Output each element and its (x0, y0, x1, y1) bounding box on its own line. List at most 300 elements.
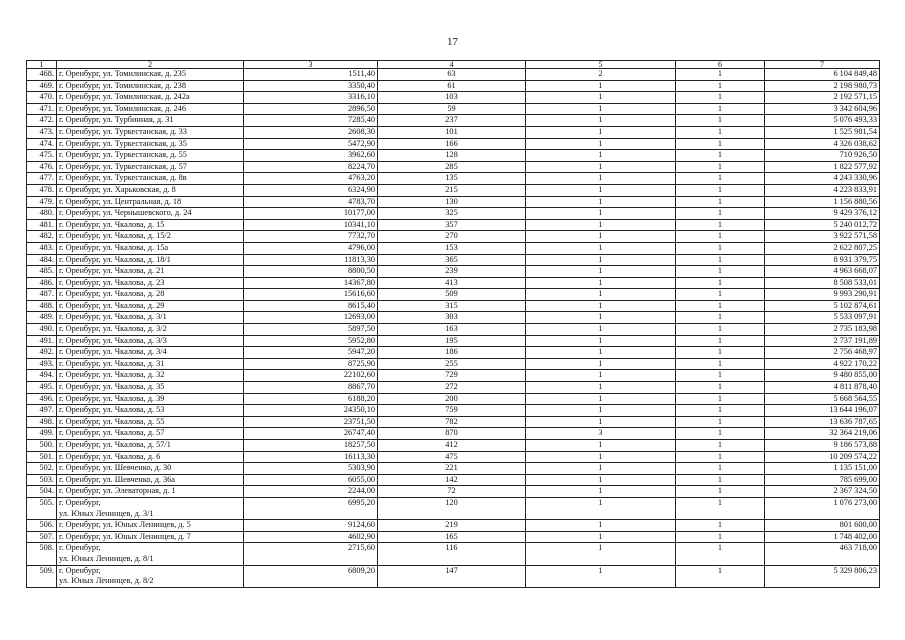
area-cell: 23751,50 (244, 416, 378, 428)
amount-cell: 9 186 573,88 (765, 440, 880, 452)
count-cell: 120 (378, 497, 526, 519)
address-line: г. Оренбург, ул. Харьковская, д. 8 (59, 184, 176, 194)
col6-cell: 1 (676, 80, 765, 92)
row-number: 485. (27, 266, 57, 278)
address-cell (57, 208, 244, 220)
col5-cell: 1 (526, 543, 676, 565)
row-number: 476. (27, 161, 57, 173)
col6-cell: 1 (676, 289, 765, 301)
area-cell: 5952,80 (244, 335, 378, 347)
count-cell: 303 (378, 312, 526, 324)
col6-cell: 1 (676, 196, 765, 208)
address-cell (57, 80, 244, 92)
address-cell (57, 370, 244, 382)
amount-cell: 710 926,50 (765, 150, 880, 162)
table-row (27, 451, 880, 463)
col6-cell: 1 (676, 565, 765, 587)
count-cell: 163 (378, 324, 526, 336)
address-line: г. Оренбург, ул. Чкалова, д. 21 (59, 266, 165, 276)
address-line: ул. Юных Ленинцев, д. 8/1 (59, 553, 154, 563)
amount-cell: 2 198 980,73 (765, 80, 880, 92)
table-row (27, 173, 880, 185)
address-cell (57, 428, 244, 440)
col5-cell: 1 (526, 370, 676, 382)
area-cell: 15616,60 (244, 289, 378, 301)
row-number: 477. (27, 173, 57, 185)
col6-cell: 1 (676, 531, 765, 543)
col6-cell: 1 (676, 126, 765, 138)
column-header-6: 6 (676, 61, 765, 69)
col5-cell: 1 (526, 416, 676, 428)
address-line: г. Оренбург, ул. Чкалова, д. 3/2 (59, 324, 167, 334)
address-line: г. Оренбург, (59, 543, 101, 553)
count-cell: 221 (378, 463, 526, 475)
col6-cell: 1 (676, 474, 765, 486)
address-cell (57, 440, 244, 452)
address-line: г. Оренбург, ул. Шевченко, д. 30 (59, 463, 172, 473)
col5-cell: 1 (526, 324, 676, 336)
address-cell (57, 150, 244, 162)
table-row (27, 219, 880, 231)
table-row (27, 428, 880, 440)
area-cell: 10177,00 (244, 208, 378, 220)
col5-cell: 1 (526, 231, 676, 243)
address-line: г. Оренбург, ул. Чкалова, д. 55 (59, 416, 165, 426)
col6-cell: 1 (676, 150, 765, 162)
row-number: 507. (27, 531, 57, 543)
col6-cell: 1 (676, 103, 765, 115)
address-line: г. Оренбург, (59, 565, 101, 575)
col6-cell: 1 (676, 358, 765, 370)
count-cell: 729 (378, 370, 526, 382)
row-number: 504. (27, 486, 57, 498)
row-number: 475. (27, 150, 57, 162)
amount-cell: 5 076 493,33 (765, 115, 880, 127)
count-cell: 195 (378, 335, 526, 347)
table-row (27, 80, 880, 92)
table-row (27, 474, 880, 486)
col6-cell: 1 (676, 69, 765, 81)
col6-cell: 1 (676, 486, 765, 498)
address-cell (57, 312, 244, 324)
address-cell (57, 184, 244, 196)
amount-cell: 9 480 855,00 (765, 370, 880, 382)
address-cell (57, 242, 244, 254)
col6-cell: 1 (676, 520, 765, 532)
table-row (27, 196, 880, 208)
address-line: г. Оренбург, ул. Туркестанская, д. 57 (59, 161, 187, 171)
col6-cell: 1 (676, 405, 765, 417)
table-row (27, 242, 880, 254)
address-line: г. Оренбург, ул. Чкалова, д. 57 (59, 428, 165, 438)
column-header-4: 4 (378, 61, 526, 69)
row-number: 495. (27, 382, 57, 394)
amount-cell: 4 811 878,40 (765, 382, 880, 394)
count-cell: 72 (378, 486, 526, 498)
count-cell: 475 (378, 451, 526, 463)
table-row (27, 312, 880, 324)
table-row (27, 497, 880, 519)
col5-cell: 1 (526, 184, 676, 196)
address-line: г. Оренбург, ул. Чкалова, д. 35 (59, 382, 165, 392)
col6-cell: 1 (676, 497, 765, 519)
address-line: г. Оренбург, ул. Томилинская, д. 242а (59, 92, 190, 102)
amount-cell: 1 748 402,00 (765, 531, 880, 543)
amount-cell: 8 931 379,75 (765, 254, 880, 266)
col5-cell: 1 (526, 277, 676, 289)
table-row (27, 486, 880, 498)
col6-cell: 1 (676, 161, 765, 173)
row-number: 478. (27, 184, 57, 196)
count-cell: 270 (378, 231, 526, 243)
area-cell: 7285,40 (244, 115, 378, 127)
area-cell: 5472,90 (244, 138, 378, 150)
table-row (27, 92, 880, 104)
count-cell: 759 (378, 405, 526, 417)
amount-cell: 4 223 833,91 (765, 184, 880, 196)
address-cell (57, 543, 244, 565)
table-body (27, 69, 880, 588)
col6-cell: 1 (676, 173, 765, 185)
address-line: г. Оренбург, ул. Туркестанская, д. 8в (59, 173, 187, 183)
row-number: 474. (27, 138, 57, 150)
count-cell: 782 (378, 416, 526, 428)
col5-cell: 1 (526, 138, 676, 150)
col6-cell: 1 (676, 324, 765, 336)
count-cell: 219 (378, 520, 526, 532)
header-row (27, 61, 880, 69)
table-row (27, 382, 880, 394)
col5-cell: 1 (526, 347, 676, 359)
count-cell: 142 (378, 474, 526, 486)
address-line: г. Оренбург, ул. Чкалова, д. 3/4 (59, 347, 167, 357)
col5-cell: 1 (526, 289, 676, 301)
address-cell (57, 115, 244, 127)
area-cell: 26747,40 (244, 428, 378, 440)
count-cell: 59 (378, 103, 526, 115)
count-cell: 61 (378, 80, 526, 92)
col5-cell: 1 (526, 300, 676, 312)
col5-cell: 1 (526, 382, 676, 394)
address-cell (57, 231, 244, 243)
address-line: г. Оренбург, ул. Чкалова, д. 18/1 (59, 254, 171, 264)
row-number: 488. (27, 300, 57, 312)
row-number: 497. (27, 405, 57, 417)
table-row (27, 347, 880, 359)
count-cell: 186 (378, 347, 526, 359)
address-line: г. Оренбург, (59, 497, 101, 507)
amount-cell: 1 525 981,54 (765, 126, 880, 138)
count-cell: 509 (378, 289, 526, 301)
amount-cell: 13 636 787,65 (765, 416, 880, 428)
amount-cell: 5 668 564,55 (765, 393, 880, 405)
address-cell (57, 520, 244, 532)
table-row (27, 531, 880, 543)
table-row (27, 138, 880, 150)
area-cell: 7732,70 (244, 231, 378, 243)
address-line: г. Оренбург, ул. Элеваторная, д. 1 (59, 486, 176, 496)
address-cell (57, 173, 244, 185)
address-line: г. Оренбург, ул. Чкалова, д. 3/3 (59, 335, 167, 345)
col5-cell: 2 (526, 69, 676, 81)
table-row (27, 463, 880, 475)
col5-cell: 1 (526, 405, 676, 417)
count-cell: 357 (378, 219, 526, 231)
count-cell: 116 (378, 543, 526, 565)
address-line: г. Оренбург, ул. Чкалова, д. 15а (59, 242, 169, 252)
address-cell (57, 393, 244, 405)
amount-cell: 785 699,00 (765, 474, 880, 486)
column-header-1: 1 (27, 61, 57, 69)
row-number: 490. (27, 324, 57, 336)
address-cell (57, 382, 244, 394)
area-cell: 8224,70 (244, 161, 378, 173)
col5-cell: 1 (526, 358, 676, 370)
table-row (27, 277, 880, 289)
col5-cell: 1 (526, 80, 676, 92)
address-cell (57, 531, 244, 543)
col5-cell: 1 (526, 520, 676, 532)
address-line: г. Оренбург, ул. Туркестанская, д. 55 (59, 150, 187, 160)
row-number: 470. (27, 92, 57, 104)
col6-cell: 1 (676, 440, 765, 452)
row-number: 473. (27, 126, 57, 138)
table-row (27, 115, 880, 127)
col5-cell: 1 (526, 219, 676, 231)
amount-cell: 5 102 874,61 (765, 300, 880, 312)
address-cell (57, 126, 244, 138)
area-cell: 8725,90 (244, 358, 378, 370)
table-row (27, 335, 880, 347)
col5-cell: 1 (526, 242, 676, 254)
amount-cell: 6 104 849,48 (765, 69, 880, 81)
area-cell: 9124,60 (244, 520, 378, 532)
table-row (27, 358, 880, 370)
col5-cell: 3 (526, 428, 676, 440)
area-cell: 3350,40 (244, 80, 378, 92)
address-cell (57, 474, 244, 486)
amount-cell: 4 922 170,22 (765, 358, 880, 370)
col6-cell: 1 (676, 335, 765, 347)
col6-cell: 1 (676, 370, 765, 382)
amount-cell: 32 364 219,06 (765, 428, 880, 440)
col6-cell: 1 (676, 393, 765, 405)
col6-cell: 1 (676, 266, 765, 278)
col5-cell: 1 (526, 312, 676, 324)
amount-cell: 1 076 273,00 (765, 497, 880, 519)
area-cell: 5897,50 (244, 324, 378, 336)
address-line: г. Оренбург, ул. Томилинская, д. 238 (59, 80, 186, 90)
count-cell: 413 (378, 277, 526, 289)
table-row (27, 208, 880, 220)
area-cell: 6188,20 (244, 393, 378, 405)
address-line: г. Оренбург, ул. Чкалова, д. 57/1 (59, 440, 171, 449)
amount-cell: 463 718,00 (765, 543, 880, 565)
row-number: 479. (27, 196, 57, 208)
count-cell: 285 (378, 161, 526, 173)
table-row (27, 289, 880, 301)
count-cell: 101 (378, 126, 526, 138)
amount-cell: 2 192 571,15 (765, 92, 880, 104)
table-row (27, 370, 880, 382)
count-cell: 147 (378, 565, 526, 587)
area-cell: 22102,60 (244, 370, 378, 382)
col6-cell: 1 (676, 92, 765, 104)
row-number: 494. (27, 370, 57, 382)
row-number: 506. (27, 520, 57, 532)
address-cell (57, 69, 244, 81)
row-number: 498. (27, 416, 57, 428)
amount-cell: 9 993 290,91 (765, 289, 880, 301)
amount-cell: 2 622 807,25 (765, 242, 880, 254)
col6-cell: 1 (676, 242, 765, 254)
address-line: г. Оренбург, ул. Чкалова, д. 53 (59, 405, 165, 415)
address-cell (57, 451, 244, 463)
area-cell: 5303,90 (244, 463, 378, 475)
row-number: 492. (27, 347, 57, 359)
address-cell (57, 254, 244, 266)
address-line: г. Оренбург, ул. Томилинская, д. 246 (59, 103, 186, 113)
col6-cell: 1 (676, 115, 765, 127)
address-line: г. Оренбург, ул. Чернышевского, д. 24 (59, 208, 192, 218)
count-cell: 239 (378, 266, 526, 278)
row-number: 499. (27, 428, 57, 440)
col5-cell: 1 (526, 486, 676, 498)
col6-cell: 1 (676, 208, 765, 220)
amount-cell: 5 240 012,72 (765, 219, 880, 231)
address-line: г. Оренбург, ул. Чкалова, д. 3/1 (59, 312, 167, 322)
area-cell: 11813,30 (244, 254, 378, 266)
address-cell (57, 347, 244, 359)
address-line: г. Оренбург, ул. Шевченко, д. 36а (59, 474, 175, 484)
count-cell: 200 (378, 393, 526, 405)
address-cell (57, 324, 244, 336)
col6-cell: 1 (676, 463, 765, 475)
area-cell: 16113,30 (244, 451, 378, 463)
address-line: г. Оренбург, ул. Чкалова, д. 31 (59, 358, 165, 368)
table-row (27, 231, 880, 243)
amount-cell: 3 922 571,58 (765, 231, 880, 243)
table-row (27, 69, 880, 81)
row-number: 493. (27, 358, 57, 370)
address-cell (57, 219, 244, 231)
address-line: г. Оренбург, ул. Турбинная, д. 31 (59, 115, 174, 125)
area-cell: 3316,10 (244, 92, 378, 104)
col5-cell: 1 (526, 335, 676, 347)
row-number: 500. (27, 440, 57, 452)
area-cell: 8615,40 (244, 300, 378, 312)
col5-cell: 1 (526, 92, 676, 104)
table-row (27, 103, 880, 115)
amount-cell: 10 209 574,22 (765, 451, 880, 463)
row-number: 480. (27, 208, 57, 220)
row-number: 489. (27, 312, 57, 324)
area-cell: 4763,20 (244, 173, 378, 185)
col5-cell: 1 (526, 440, 676, 452)
count-cell: 412 (378, 440, 526, 452)
amount-cell: 4 326 038,62 (765, 138, 880, 150)
col6-cell: 1 (676, 382, 765, 394)
count-cell: 135 (378, 173, 526, 185)
col5-cell: 1 (526, 254, 676, 266)
row-number: 508. (27, 543, 57, 565)
address-line: ул. Юных Ленинцев, д. 8/2 (59, 576, 154, 586)
area-cell: 2244,00 (244, 486, 378, 498)
address-cell (57, 358, 244, 370)
area-cell: 2608,30 (244, 126, 378, 138)
address-line: г. Оренбург, ул. Туркестанская, д. 33 (59, 126, 187, 136)
amount-cell: 801 600,00 (765, 520, 880, 532)
row-number: 502. (27, 463, 57, 475)
count-cell: 130 (378, 196, 526, 208)
area-cell: 3962,60 (244, 150, 378, 162)
col6-cell: 1 (676, 184, 765, 196)
address-line: г. Оренбург, ул. Чкалова, д. 23 (59, 277, 165, 287)
count-cell: 128 (378, 150, 526, 162)
row-number: 503. (27, 474, 57, 486)
count-cell: 166 (378, 138, 526, 150)
address-line: ул. Юных Ленинцев, д. 3/1 (59, 508, 154, 518)
table-row (27, 266, 880, 278)
table-row (27, 300, 880, 312)
col6-cell: 1 (676, 347, 765, 359)
table-row (27, 254, 880, 266)
address-cell (57, 266, 244, 278)
col5-cell: 1 (526, 474, 676, 486)
count-cell: 153 (378, 242, 526, 254)
area-cell: 8800,50 (244, 266, 378, 278)
area-cell: 4796,00 (244, 242, 378, 254)
row-number: 484. (27, 254, 57, 266)
column-header-2: 2 (57, 61, 244, 69)
col5-cell: 1 (526, 463, 676, 475)
count-cell: 165 (378, 531, 526, 543)
count-cell: 63 (378, 69, 526, 81)
address-cell (57, 463, 244, 475)
amount-cell: 2 735 183,98 (765, 324, 880, 336)
amount-cell: 8 508 533,01 (765, 277, 880, 289)
address-cell (57, 289, 244, 301)
address-cell (57, 416, 244, 428)
table-row (27, 393, 880, 405)
address-line: г. Оренбург, ул. Центральная, д. 18 (59, 196, 182, 206)
row-number: 468. (27, 69, 57, 81)
col6-cell: 1 (676, 300, 765, 312)
table-row (27, 520, 880, 532)
col6-cell: 1 (676, 138, 765, 150)
address-line: г. Оренбург, ул. Чкалова, д. 6 (59, 451, 161, 461)
address-cell (57, 300, 244, 312)
address-line: г. Оренбург, ул. Чкалова, д. 32 (59, 370, 165, 380)
amount-cell: 1 156 880,56 (765, 196, 880, 208)
address-cell (57, 335, 244, 347)
address-line: г. Оренбург, ул. Чкалова, д. 15 (59, 219, 165, 229)
col6-cell: 1 (676, 451, 765, 463)
address-cell (57, 486, 244, 498)
address-cell (57, 196, 244, 208)
col6-cell: 1 (676, 312, 765, 324)
area-cell: 5947,20 (244, 347, 378, 359)
address-line: г. Оренбург, ул. Юных Ленинцев, д. 5 (59, 520, 191, 530)
amount-cell: 2 367 324,50 (765, 486, 880, 498)
col5-cell: 1 (526, 173, 676, 185)
col6-cell: 1 (676, 416, 765, 428)
column-header-5: 5 (526, 61, 676, 69)
col5-cell: 1 (526, 115, 676, 127)
address-cell (57, 405, 244, 417)
row-number: 496. (27, 393, 57, 405)
col5-cell: 1 (526, 126, 676, 138)
